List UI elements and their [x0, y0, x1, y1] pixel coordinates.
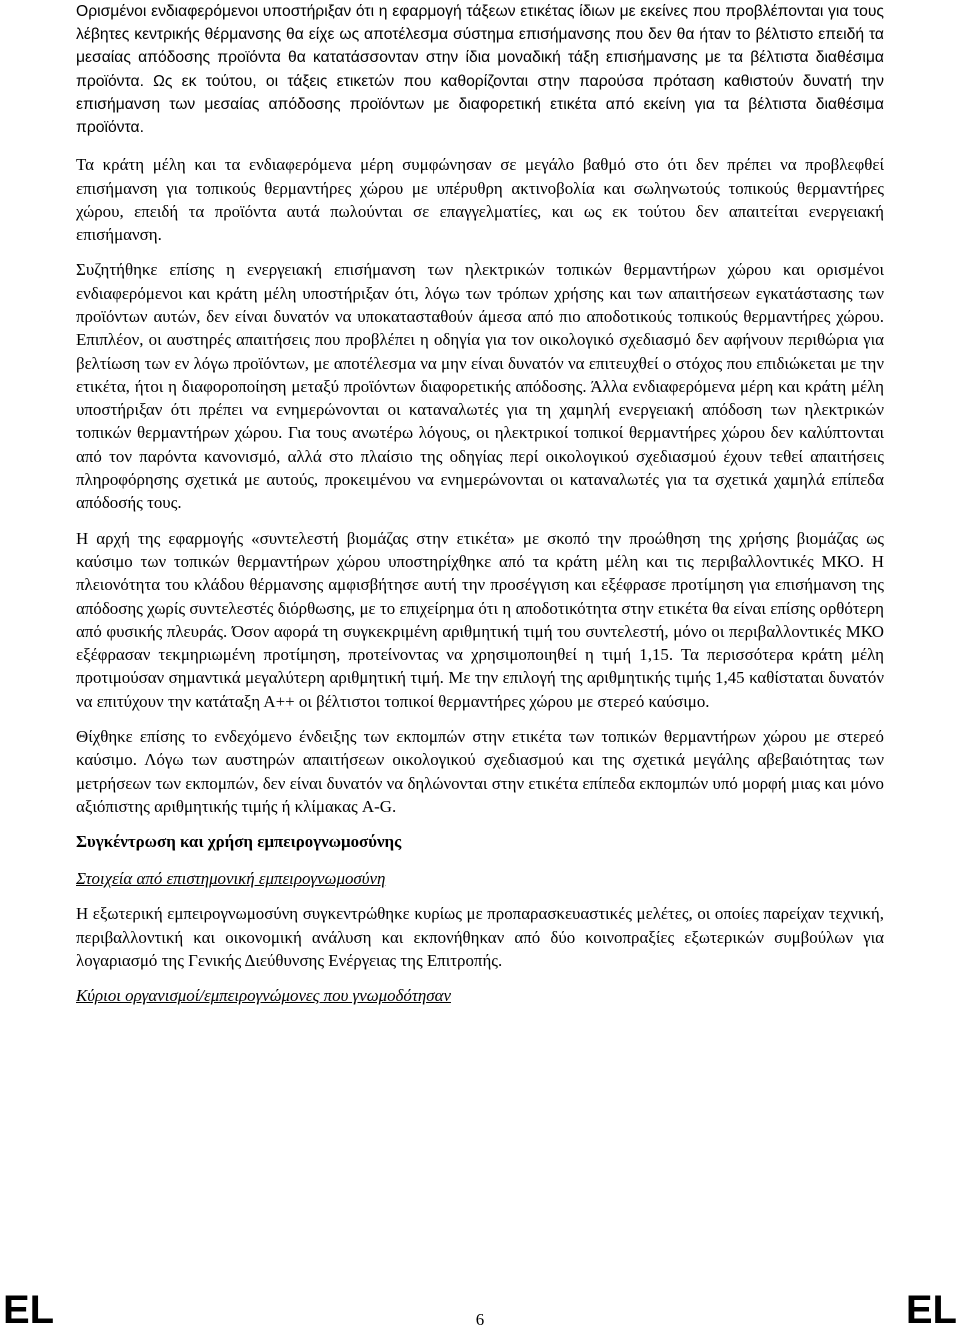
paragraph-emissions: Θίχθηκε επίσης το ενδεχόμενο ένδειξης των εκπομπών στην ετικέτα των τοπικών θερμαντήρων χώρου με στερεό καύσιμο. Λόγω των αυστηρών απαιτήσεων οικολογικού σχεδιασμού και της σχετικά μεγάλης αβεβαιότητας των μετρήσεων των εκπομπών, δεν είναι δυνατόν να δηλώνονται στην ετικέτα επίπεδα εκπομπών υπό μορφή μιας και μόνο αξιόπιστης αριθμητικής τιμής ή κλίμακας A-G. [76, 727, 884, 816]
paragraph-biomass-factor: Η αρχή της εφαρμογής «συντελεστή βιομάζας στην ετικέτα» με σκοπό την προώθηση της χρήσης βιομάζας ως καύσιμο των τοπικών θερμαντήρων χώρου υποστηρίχθηκε από τα κράτη μέλη και τις περιβαλλοντικές ΜΚΟ. Η πλειονότητα του κλάδου θέρμανσης αμφισβήτησε αυτή την προσέγγιση και εξέφρασε προτίμηση για επισήμανση της απόδοσης χωρίς συντελεστές διόρθωσης, με το επιχείρημα ότι η αποδοτικότητα στην ετικέτα θα είναι επίσης ορθότερη από φυσικής πλευράς. Όσον αφορά τη συγκεκριμένη αριθμητική τιμή του συντελεστή, μόνο οι περιβαλλοντικές ΜΚΟ εξέφρασαν τεκμηριωμένη προτίμηση, προτείνοντας να χρησιμοποιηθεί η τιμή 1,15. Τα περισσότερα κράτη μέλη προτιμούσαν σημαντικά μεγαλύτερη αριθμητική τιμή. Με την επιλογή της αριθμητικής τιμής 1,45 καθίσταται δυνατόν να επιτύχουν την κατάταξη Α++ οι βέλτιστοι τοπικοί θερμαντήρες χώρου με στερεό καύσιμο. [76, 528, 884, 711]
subheading-main-organisations: Κύριοι οργανισμοί/εμπειρογνώμονες που γνωμοδότησαν [76, 986, 451, 1006]
paragraph-electric-heaters: Συζητήθηκε επίσης η ενεργειακή επισήμανση των ηλεκτρικών τοπικών θερμαντήρων χώρου και ορισμένοι ενδιαφερόμενοι και κράτη μέλη υποστήριξαν ότι, λόγω των τρόπων χρήσης και των απαιτήσεων εγκατάστασης των προϊόντων αυτών, δεν είναι δυνατόν να υποκατασταθούν άμεσα από πιο αποδοτικούς τοπικούς θερμαντήρες χώρου. Επιπλέον, οι αυστηρές απαιτήσεις που προβλέπει η οδηγία για τον οικολογικό σχεδιασμό δεν αφήνουν περιθώρια για βελτίωση των εν λόγω προϊόντων, με αποτέλεσμα να μην είναι δυνατόν να επιτευχθεί ο στόχος που επιδιώκεται με την ετικέτα, ήτοι η διαφοροποίηση μεταξύ προϊόντων διαφορετικής απόδοσης. Άλλα ενδιαφερόμενα μέρη και κράτη μέλη υποστήριξαν ότι πρέπει να ενημερώνονται οι καταναλωτές για τη χαμηλή ενεργειακή απόδοση των ηλεκτρικών τοπικών θερμαντήρων χώρου. Για τους ανωτέρω λόγους, οι ηλεκτρικοί τοπικοί θερμαντήρες χώρου δεν καλύπτονται από τον παρόντα κανονισμό, αλλά στο πλαίσιο της οδηγίας περί οικολογικού σχεδιασμού έχουν τεθεί απαιτήσεις πληροφόρησης σχετικά με αυτούς, προκειμένου να ενημερώνονται οι καταναλωτές για τα σχετικά χαμηλά επίπεδα απόδοσής τους. [76, 260, 884, 513]
document-body [76, 0, 884, 1019]
footer-language-left: EL [3, 1288, 55, 1332]
paragraph-external-expertise: Η εξωτερική εμπειρογνωμοσύνη συγκεντρώθηκε κυρίως με προπαρασκευαστικές μελέτες, οι οποίες παρείχαν τεχνική, περιβαλλοντική και οικονομική ανάλυση και εκπονήθηκαν από δύο κοινοπραξίες εξωτερικών συμβούλων για λογαριασμό της Γενικής Διεύθυνσης Ενέργειας της Επιτροπής. [76, 904, 884, 970]
paragraph-labelling-classes: Ορισμένοι ενδιαφερόμενοι υποστήριξαν ότι η εφαρμογή τάξεων ετικέτας ίδιων με εκείνες που προβλέπονται για τους λέβητες κεντρικής θέρμανσης θα είχε ως αποτέλεσμα σύστημα επισήμανσης που δεν θα ήταν το βέλτιστο επειδή τα μεσαίας απόδοσης προϊόντα θα κατατάσσονταν στην ίδια μοναδική τάξη επισήμανσης με τα βέλτιστα διαθέσιμα προϊόντα. Ως εκ τούτου, οι τάξεις ετικετών που καθορίζονται στην παρούσα πρόταση καθιστούν δυνατή την επισήμανση των μεσαίας απόδοσης προϊόντων με διαφορετική ετικέτα από εκείνη για τα βέλτιστα διαθέσιμα προϊόντα. [76, 3, 884, 137]
section-heading: Συγκέντρωση και χρήση εμπειρογνωμοσύνης [76, 832, 402, 852]
paragraph-infrared-heaters: Τα κράτη μέλη και τα ενδιαφερόμενα μέρη συμφώνησαν σε μεγάλο βαθμό στο ότι δεν πρέπει να προβλεφθεί επισήμανση για τοπικούς θερμαντήρες χώρου με υπέρυθρη ακτινοβολία και σωληνωτούς τοπικούς θερμαντήρες χώρου, επειδή τα προϊόντα αυτά πωλούνται σε επαγγελματίες, και ως εκ τούτου δεν απαιτείται ενεργειακή επισήμανση. [76, 155, 884, 245]
subheading-scientific-expertise: Στοιχεία από επιστημονική εμπειρογνωμοσύνη [76, 869, 386, 889]
footer-language-right: EL [905, 1288, 957, 1332]
page-number: 6 [475, 1310, 485, 1329]
